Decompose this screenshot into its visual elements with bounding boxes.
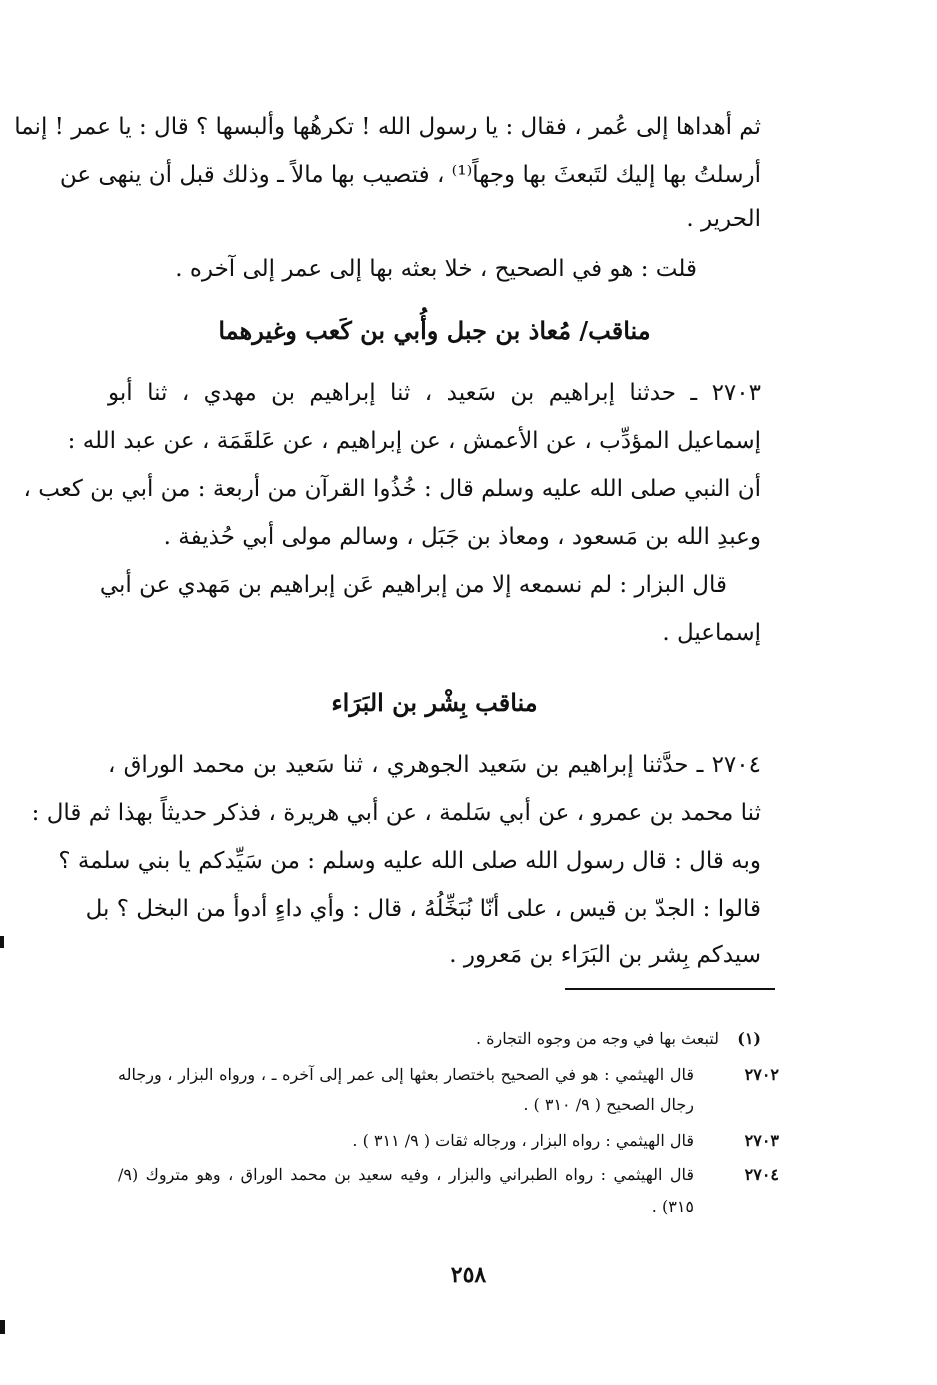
scan-mark-top bbox=[0, 936, 4, 948]
hadith-2704-line-2: ثنا محمد بن عمرو ، عن أبي سَلمة ، عن أبي هريرة ، فذكر حديثاً بهذا ثم قال : bbox=[31, 800, 761, 826]
footnote-2704-line-2: ٣١٥) . bbox=[651, 1197, 694, 1216]
footnote-1-text: لتبعث بها في وجه من وجوه التجارة . bbox=[475, 1029, 719, 1048]
hadith-2704-line-4: قالوا : الجدّ بن قيس ، على أنّا نُبَخِّلُهُ ، قال : وأي داءٍ أدوأ من البخل ؟ بل bbox=[85, 896, 761, 922]
bazzar-line-1: قال البزار : لم نسمعه إلا من إبراهيم عَن إبراهيم بن مَهدي عن أبي bbox=[99, 572, 727, 598]
bazzar-line-2: إسماعيل . bbox=[662, 620, 761, 646]
footnote-2703-line-1: قال الهيثمي : رواه البزار ، ورجاله ثقات ( ٩/ ٣١١ ) . bbox=[352, 1131, 694, 1150]
footnote-2702-line-1: قال الهيثمي : هو في الصحيح باختصار بعثها إلى عمر إلى آخره ـ ، ورواه البزار ، ورجاله bbox=[118, 1065, 695, 1084]
scan-mark-bottom bbox=[0, 1320, 5, 1334]
intro-line-3: الحرير . bbox=[686, 206, 761, 232]
intro-line-2: أرسلتُ بها إليك لتَبعثَ بها وجهاً⁽¹⁾ ، فتصيب بها مالاً ـ وذلك قبل أن ينهى عن bbox=[59, 162, 761, 188]
hadith-2704-line-5: سيدكم بِشر بن البَرَاء بن مَعرور . bbox=[449, 942, 761, 968]
footnote-2702-line-2: رجال الصحيح ( ٩/ ٣١٠ ) . bbox=[523, 1095, 694, 1114]
page-number: ٢٥٨ bbox=[450, 1262, 487, 1288]
intro-line-1: ثم أهداها إلى عُمر ، فقال : يا رسول الله ! تكرهُها وألبسها ؟ قال : يا عمر ! إنما bbox=[14, 114, 761, 140]
hadith-2703-line-3: أن النبي صلى الله عليه وسلم قال : خُذُوا القرآن من أربعة : من أبي بن كعب ، bbox=[23, 476, 761, 502]
hadith-2704-line-1: ٢٧٠٤ ـ حدَّثنا إبراهيم بن سَعيد الجوهري ، ثنا سَعيد بن محمد الوراق ، bbox=[108, 752, 761, 778]
footnote-1-number: (١) bbox=[737, 1029, 761, 1048]
footnote-2704-line-1: قال الهيثمي : رواه الطبراني والبزار ، وفيه سعيد بن محمد الوراق ، وهو متروك (٩/ bbox=[118, 1165, 694, 1184]
footnote-2703-number: ٢٧٠٣ bbox=[744, 1131, 779, 1150]
hadith-2704-line-3: وبه قال : قال رسول الله صلى الله عليه وسلم : من سَيِّدكم يا بني سلمة ؟ bbox=[58, 848, 761, 874]
section-title-muadh: مناقب/ مُعاذ بن جبل وأُبي بن كَعب وغيرهما bbox=[218, 316, 651, 345]
footnote-2702-number: ٢٧٠٢ bbox=[744, 1065, 779, 1084]
hadith-2703-line-2: إسماعيل المؤدِّب ، عن الأعمش ، عن إبراهيم ، عن عَلقَمَة ، عن عبد الله : bbox=[67, 428, 761, 454]
footnote-separator bbox=[565, 988, 775, 990]
hadith-2703-line-4: وعبدِ الله بن مَسعود ، ومعاذ بن جَبَل ، وسالم مولى أبي حُذيفة . bbox=[163, 524, 761, 550]
section-title-bishr: مناقب بِشْر بن البَرَاء bbox=[331, 688, 538, 717]
footnote-2704-number: ٢٧٠٤ bbox=[744, 1165, 779, 1184]
scholar-note: قلت : هو في الصحيح ، خلا بعثه بها إلى عمر إلى آخره . bbox=[175, 256, 697, 282]
hadith-2703-line-1: ٢٧٠٣ ـ حدثنا إبراهيم بن سَعيد ، ثنا إبراهيم بن مهدي ، ثنا أبو bbox=[108, 380, 761, 406]
